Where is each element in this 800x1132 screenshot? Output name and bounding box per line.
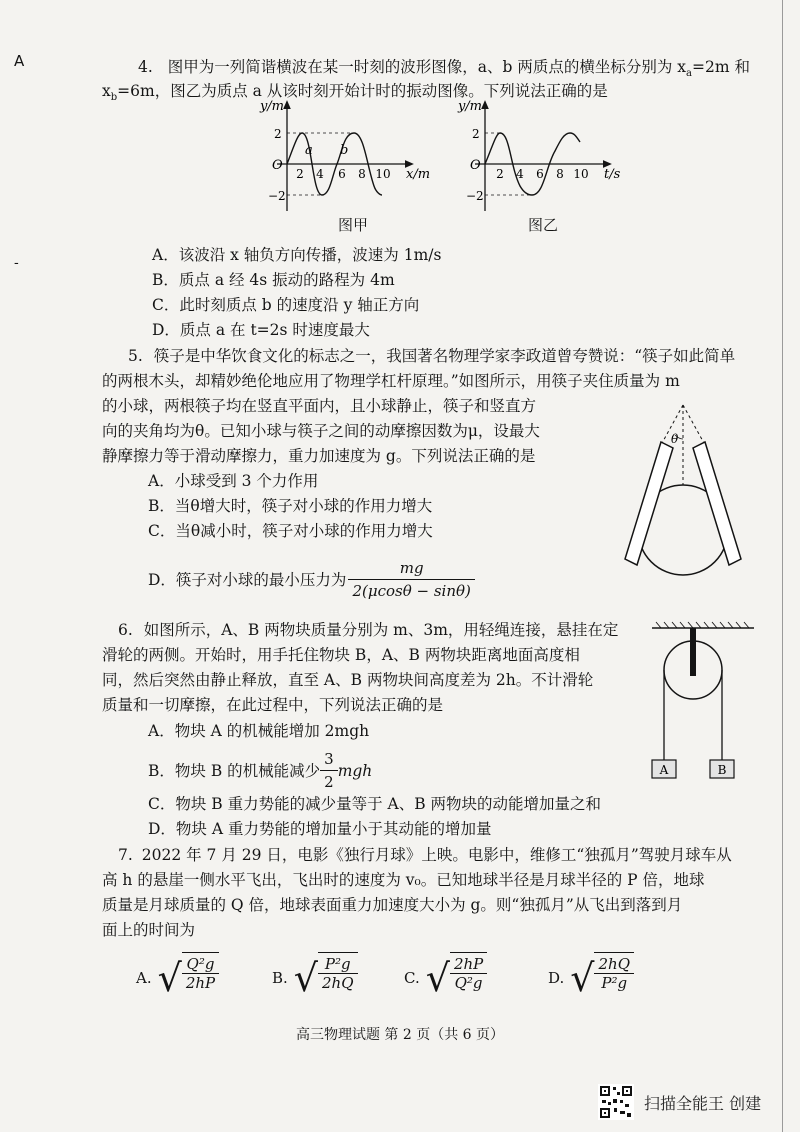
scanner-badge-text: 扫描全能王 创建 [644, 1093, 762, 1113]
yi-y-bottom: −2 [466, 189, 484, 203]
q4-option-c: C．此时刻质点 b 的速度沿 y 轴正方向 [152, 296, 420, 314]
q4-option-b: B．质点 a 经 4s 振动的路程为 4m [152, 271, 395, 289]
q7-line-3: 质量是月球质量的 Q 倍，地球表面重力加速度大小为 g。则“独孤月”从飞出到落到月 [102, 896, 683, 914]
q6-line-3: 同，然后突然由静止释放，直至 A、B 两物块间高度差为 2h。不计滑轮 [102, 671, 594, 689]
yi-x-tick: 8 [556, 167, 564, 181]
block-b-label: B [717, 763, 727, 777]
page-footer: 高三物理试题 第 2 页（共 6 页） [295, 1027, 505, 1043]
q6-option-a: A．物块 A 的机械能增加 2mgh [148, 722, 370, 740]
q7-line-2: 高 h 的悬崖一侧水平飞出，飞出时的速度为 v₀。已知地球半径是月球半径的 P 倍，地球 [102, 871, 705, 889]
jia-xlabel: x/m [406, 167, 431, 182]
q5-option-d: D．筷子对小球的最小压力为 $\frac{mg}{2(\mu\cos\theta - \sin\theta)}$ [148, 557, 475, 602]
q6-option-c: C．物块 B 重力势能的减少量等于 A、B 两物块的动能增加量之和 [148, 795, 602, 813]
q4-option-d: D．质点 a 在 t=2s 时速度最大 [152, 321, 370, 339]
q4-line-1: 4. 图甲为一列简谐横波在某一时刻的波形图像，a、b 两质点的横坐标分别为 $x_a=2m$ 和 [138, 58, 750, 80]
jia-y-bottom: −2 [268, 189, 286, 203]
q7-number: 7. [118, 846, 133, 864]
jia-point-a: a [305, 143, 313, 158]
graph-jia-caption: 图甲 [338, 216, 369, 234]
left-chopstick [625, 442, 673, 565]
q5-option-a: A．小球受到 3 个力作用 [148, 472, 319, 490]
margin-dash: - [14, 255, 19, 271]
yi-x-tick: 10 [573, 167, 589, 181]
pulley-figure [648, 620, 758, 785]
q5-number: 5. [128, 347, 143, 365]
q7-line-4: 面上的时间为 [102, 921, 196, 939]
q7-line-1: 7. 2022 年 7 月 29 日，电影《独行月球》上映。电影中，维修工“独孤月”驾驶月球车从 [118, 846, 732, 864]
q7-option-a: A. √ $\frac{\text{Q²g}}{2hP}$ [136, 952, 219, 1004]
wave-graph-jia [259, 96, 431, 216]
jia-origin: O [272, 158, 283, 173]
theta-label: θ [671, 432, 679, 446]
vibration-graph-yi [457, 96, 621, 216]
chopsticks-figure [615, 405, 755, 595]
yi-x-tick: 4 [516, 167, 524, 181]
q6-line-4: 质量和一切摩擦，在此过程中，下列说法正确的是 [102, 696, 444, 714]
jia-x-tick: 8 [358, 167, 366, 181]
corner-mark: A [14, 52, 25, 70]
q5-line-1: 5. 筷子是中华饮食文化的标志之一，我国著名物理学家李政道曾夸赞说：“筷子如此简单 [128, 347, 736, 365]
q7-option-d: D. √ $\frac{2hQ}{\text{P²g}}$ [548, 952, 634, 1004]
q6-number: 6. [118, 621, 133, 639]
yi-y-top: 2 [472, 127, 480, 141]
q5-line-4: 向的夹角均为θ。已知小球与筷子之间的动摩擦因数为μ，设最大 [102, 422, 540, 440]
q4-option-a: A．该波沿 x 轴负方向传播，波速为 1m/s [152, 246, 442, 264]
yi-xlabel: t/s [604, 167, 621, 182]
jia-y-top: 2 [274, 127, 282, 141]
q5-line-3: 的小球，两根筷子均在竖直平面内，且小球静止，筷子和竖直方 [102, 397, 537, 415]
yi-x-tick: 2 [496, 167, 504, 181]
jia-x-tick: 10 [375, 167, 391, 181]
jia-x-tick: 2 [296, 167, 304, 181]
q5-option-d-fraction: $\frac{mg}{2(\mu\cos\theta - \sin\theta)}$ [348, 557, 474, 602]
jia-x-tick: 6 [338, 167, 346, 181]
qr-code-icon [598, 1084, 634, 1120]
yi-origin: O [470, 158, 481, 173]
graph-yi-caption: 图乙 [528, 216, 559, 234]
q6-option-b-fraction: $\frac{3}{2}$ [320, 748, 338, 793]
q4-line-2: $x_b=6m$，图乙为质点 a 从该时刻开始计时的振动图像。下列说法正确的是 [102, 82, 608, 104]
yi-ylabel: y/m [457, 99, 482, 114]
block-a-label: A [659, 763, 669, 777]
jia-ylabel: y/m [259, 99, 284, 114]
q5-option-b: B．当θ增大时，筷子对小球的作用力增大 [148, 497, 433, 515]
q6-option-b: B．物块 B 的机械能减少 $\frac{3}{2}$ mgh [148, 750, 373, 791]
q4-number: 4. [138, 58, 153, 76]
q6-line-2: 滑轮的两侧。开始时，用手托住物块 B，A、B 两物块距离地面高度相 [102, 646, 580, 664]
scanner-badge [598, 1084, 761, 1120]
q5-line-2: 的两根木头，却精妙绝伦地应用了物理学杠杆原理。”如图所示，用筷子夹住质量为 m [102, 372, 680, 390]
right-chopstick [693, 442, 741, 565]
q6-line-1: 6. 如图所示，A、B 两物块质量分别为 m、3m，用轻绳连接，悬挂在定 [118, 621, 619, 639]
q7-option-c: C. √ $\frac{2hP}{\text{Q²g}}$ [404, 952, 487, 1004]
q5-line-5: 静摩擦力等于滑动摩擦力，重力加速度为 g。下列说法正确的是 [102, 447, 536, 465]
jia-x-tick: 4 [316, 167, 324, 181]
q5-option-c: C．当θ减小时，筷子对小球的作用力增大 [148, 522, 433, 540]
q7-option-b: B. √ $\frac{\text{P²g}}{2hQ}$ [272, 952, 358, 1004]
q6-option-d: D．物块 A 重力势能的增加量小于其动能的增加量 [148, 820, 492, 838]
scan-edge-line [782, 0, 783, 1132]
jia-point-b: b [340, 143, 349, 158]
yi-x-tick: 6 [536, 167, 544, 181]
